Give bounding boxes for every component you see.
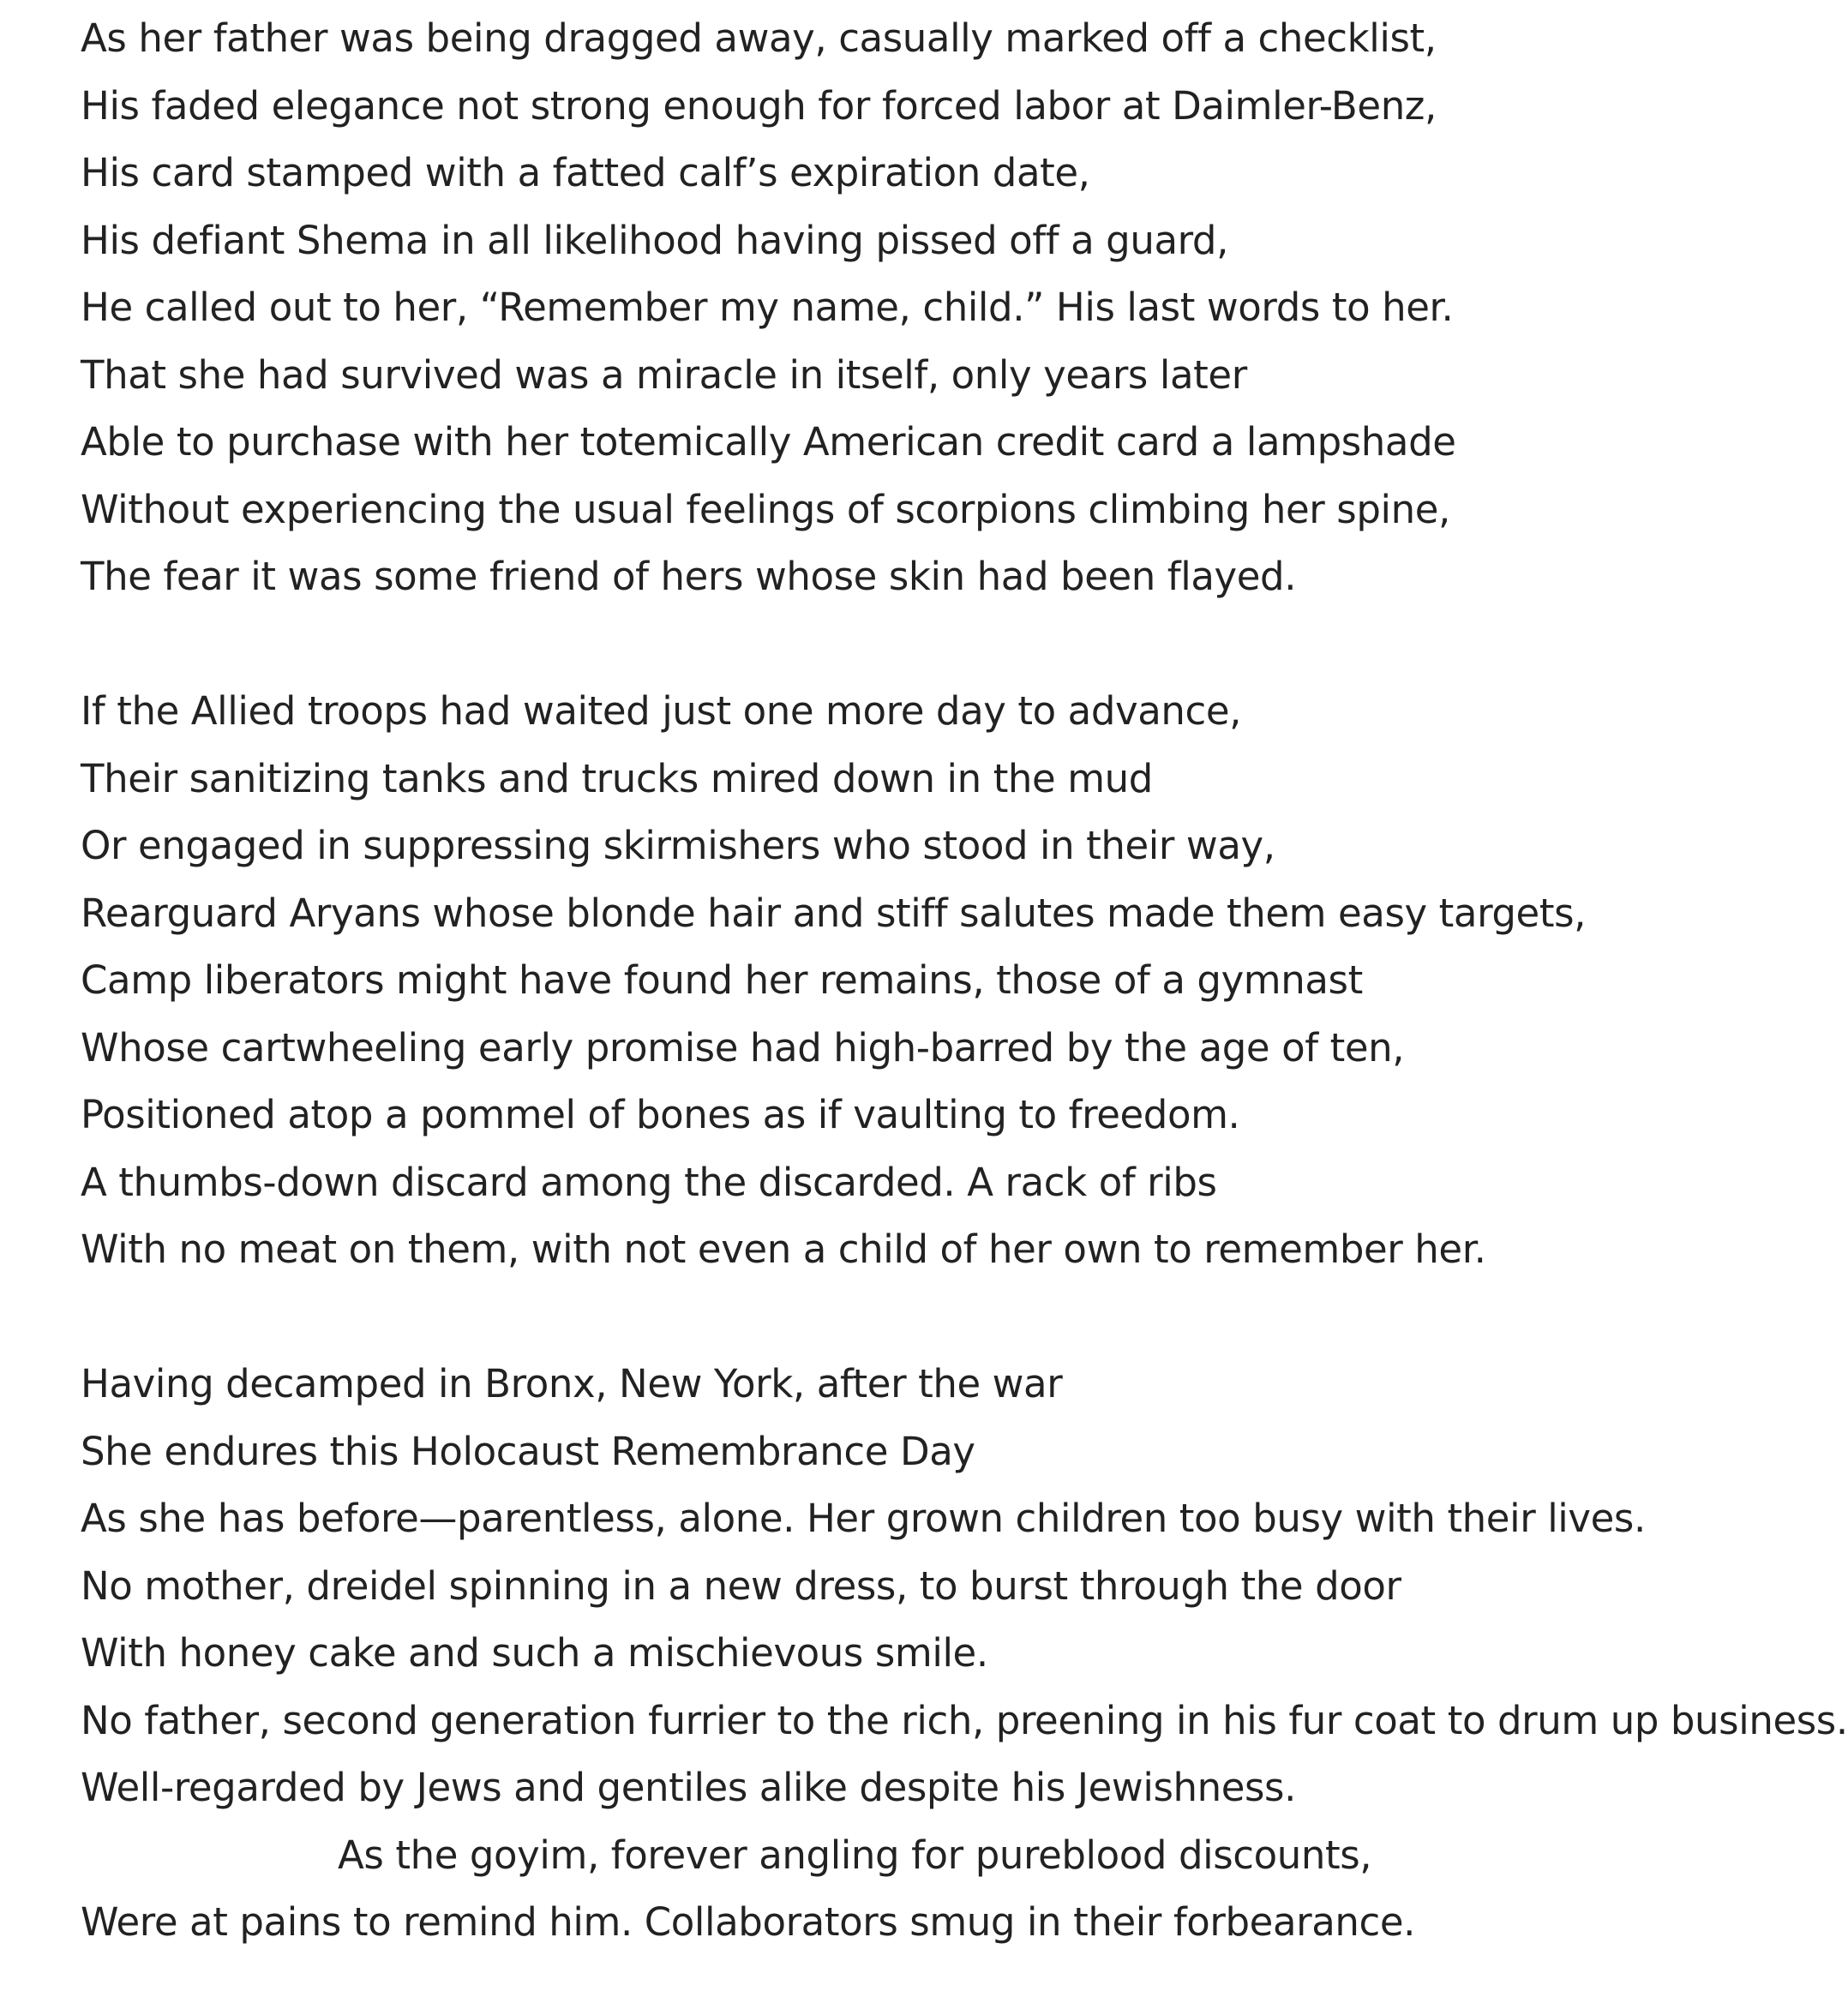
poem-line: As her father was being dragged away, casually marked off a checklist, (81, 15, 1437, 61)
poem-line: Whose cartwheeling early promise had high-barred by the age of ten, (81, 1024, 1405, 1070)
poem-line: The fear it was some friend of hers whose skin had been flayed. (81, 554, 1297, 599)
poem-line: Well-regarded by Jews and gentiles alike despite his Jewishness. (81, 1765, 1297, 1810)
poem-line: Having decamped in Bronx, New York, after the war (81, 1361, 1063, 1406)
stanza-1 (81, 5, 1829, 611)
poem-line: Positioned atop a pommel of bones as if vaulting to freedom. (81, 1092, 1240, 1137)
poem-line: Rearguard Aryans whose blonde hair and stiff salutes made them easy targets, (81, 890, 1587, 936)
poem-line: He called out to her, “Remember my name, child.” His last words to her. (81, 285, 1454, 330)
poem-line: Camp liberators might have found her remains, those of a gymnast (81, 957, 1363, 1003)
poem-line: Without experiencing the usual feelings of scorpions climbing her spine, (81, 486, 1450, 532)
poem-line: If the Allied troops had waited just one more day to advance, (81, 688, 1242, 734)
poem-line: That she had survived was a miracle in itself, only years later (81, 351, 1247, 398)
poem-line: His faded elegance not strong enough for forced labor at Daimler-Benz, (81, 82, 1437, 129)
poem-line: She endures this Holocaust Remembrance Day (81, 1428, 975, 1474)
poem-line-indented: As the goyim, forever angling for pureblood discounts, (338, 1832, 1372, 1878)
poem-line: With no meat on them, with not even a child of her own to remember her. (81, 1226, 1486, 1272)
poem-line: A thumbs-down discard among the discarded. A rack of ribs (81, 1159, 1217, 1205)
stanza-3 (81, 1351, 1848, 1957)
stanza-2 (81, 678, 1829, 1284)
poem-line: With honey cake and such a mischievous smile. (81, 1630, 988, 1676)
poem-line: No father, second generation furrier to the rich, preening in his fur coat to drum up business. (81, 1697, 1848, 1743)
poem-line: Or engaged in suppressing skirmishers who stood in their way, (81, 823, 1275, 868)
poem-line: Their sanitizing tanks and trucks mired down in the mud (81, 755, 1153, 801)
poem-line: As she has before—parentless, alone. Her grown children too busy with their lives. (81, 1496, 1646, 1541)
poem-line: Able to purchase with her totemically American credit card a lampshade (81, 419, 1456, 465)
poem-line: Were at pains to remind him. Collaborators smug in their forbearance. (81, 1899, 1416, 1945)
poem-line: His card stamped with a fatted calf’s expiration date, (81, 150, 1090, 195)
poem-page (81, 5, 1848, 1957)
poem-line: No mother, dreidel spinning in a new dress, to burst through the door (81, 1562, 1401, 1609)
poem-line: His defiant Shema in all likelihood having pissed off a guard, (81, 217, 1228, 263)
